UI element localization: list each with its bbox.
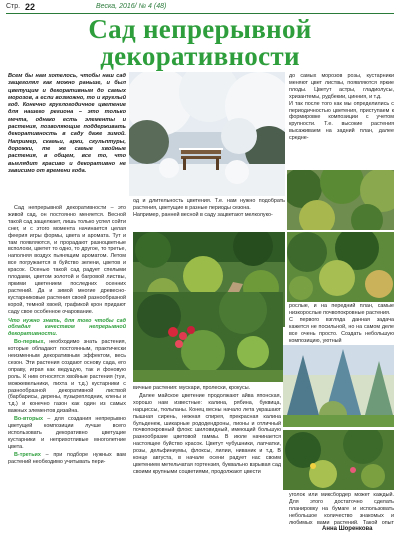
column-left — [8, 205, 126, 531]
photo-conifers — [283, 345, 394, 427]
title-line-1: Сад непрерывной — [88, 14, 312, 44]
photo-shrubs-top — [287, 170, 394, 230]
photo-flower-bed — [283, 430, 394, 490]
paragraph-text: – при подборе нужных вам растений необходимо учитывать пери- — [8, 451, 126, 465]
paragraph-text: – для создания непрерывно цветущей композиции лучше всего использовать декоративно цветущие кустарники и неприхотливые многолетние цвета. — [8, 416, 126, 450]
paragraph — [8, 452, 126, 466]
lead-word: Во-вторых — [14, 416, 43, 423]
magazine-issue: Веска, 2016/ № 4 (48) — [96, 3, 167, 10]
paragraph-text: необходимо знать растения, которые обладают постоянным, практически неизменным декоративным эффектом, весь сезон. Эти растения создают основу сада, его оправу, играя как ведущую, так и фоновую роль. К ним относятся хвойные растения (туи, можжевельники, пихта и т.д.) кустарники с разнообразной декоративной листвой (барбарисы, дерены, пузыреплодник, клены и т.д.) и конечно газон как один из самых важных элементов дизайна. — [8, 339, 126, 415]
page-label: Стр. — [6, 3, 21, 10]
column-right-mid: рослые, и на передний план, самые низкорослые почвопокровные растения. С первого взгляда данная задача кажется не посильной, но на самом деле все очень просто. Создать небольшую композицию, уютный — [289, 303, 394, 344]
column-middle-top: од и длительность цветения. Т.е. нам нужно подобрать растения, цветущие в разные периоды сезона. Например, ранней весной в саду зацветают мелколуко- — [133, 198, 285, 218]
article-author: Анна Шоренкова — [322, 526, 373, 532]
paragraph — [8, 416, 126, 451]
paragraph: Далее майское цветение продолжают айва японская, хорошо нам известные: калина, рябина, буквица, нарциссы, тюльпаны. Конец весны начало лета украшают пышная сирень, нежная спирея, прекрасная калина бульденеж, шикарные рододендроны, пионы и отличный почвопокровный флокс шиловидный, имеющий большую разнообразие цветовой гаммы. В июле начинается настоящее буйство красок. Цветут чубушники, лапчатки, розы, дельфиниумы, флоксы, лилии, ниваник и т.д. В конце августа, в начале осени радует нас своим цветением метельчатая гортензия, буквально взрывая сад своими крупными соцветиями, продолжают цвести — [133, 392, 281, 475]
subheading: Что нужно знать, для того чтобы сад обладал качеством непрерывной декоративности. — [8, 317, 126, 338]
title-line-2: декоративности — [100, 41, 300, 71]
column-right-bottom: уголок или миксбордер может каждый. Для этого достаточно сделать планировку на бумаге и использовать небольшое количество знакомых и любимых вами растений. Такой опыт — [289, 492, 394, 526]
paragraph: Сад непрерывной декоративности – это живой сад, он постоянно меняется. Весной такой сад защелкает, лишь только успел сойти снег, и с этого момента начинается целая феерия игры формы, цвета и аромата. Тут и там появляются, и прорадают разноцветные всполохи, цветет то одно, то другое, то третье, наполняя воздух пьянящим ароматом. Летом все погружается в буйство зелени, цветов и красок. Осенью такой сад радует спелыми плодами, цветом золотой и багровой листвы, яркими цветением последних осенних растений. Да и зимой многие древесно-кустарниковые растения своей разнообразной корой, темной хвоей, графикой крон придают саду свое особенное очарование. — [8, 205, 126, 315]
lead-word: В-третьих — [14, 451, 41, 458]
article-title — [0, 16, 400, 70]
article-lead: Всем бы нам хотелось, чтобы наш сад защеголял как можно раньше, и был цветущим и декоративным до самых морозов, а если возможно, то и круглый год. Конечно круглогодичное цветение для нашего региона – это только мечта, однако есть элементы и растения, позволяющие поддерживать декоративность в саду даже зимой. Например, скамьи, арки, скульптуры, дорожки, те же самые хвойные растения, в общем, все то, что выглядит красиво и декоративно не зависимо от времени года. — [8, 73, 126, 174]
photo-winter-garden — [129, 72, 285, 196]
column-middle-bottom — [133, 385, 281, 533]
photo-roses — [133, 292, 283, 382]
page-number: 22 — [25, 2, 36, 12]
column-right-top: до самых морозов розы, кустарники меняют цвет листвы, появляются яркие плоды. Цветут астры, гладиолусы, хризантемы, рудбекии, цинния, и т.д. И так после того как мы определились с периодичностью цветения, приступаем к формировке композиции с учетом крупности. Т.е. высокие растения высаживаем на задний план, далее средне- — [289, 73, 394, 142]
photo-mixed-border — [287, 232, 394, 302]
paragraph — [8, 339, 126, 415]
paragraph: вичные растения: мускари, пролески, крокусы. — [133, 385, 251, 391]
lead-word: Во-первых, — [14, 339, 45, 346]
